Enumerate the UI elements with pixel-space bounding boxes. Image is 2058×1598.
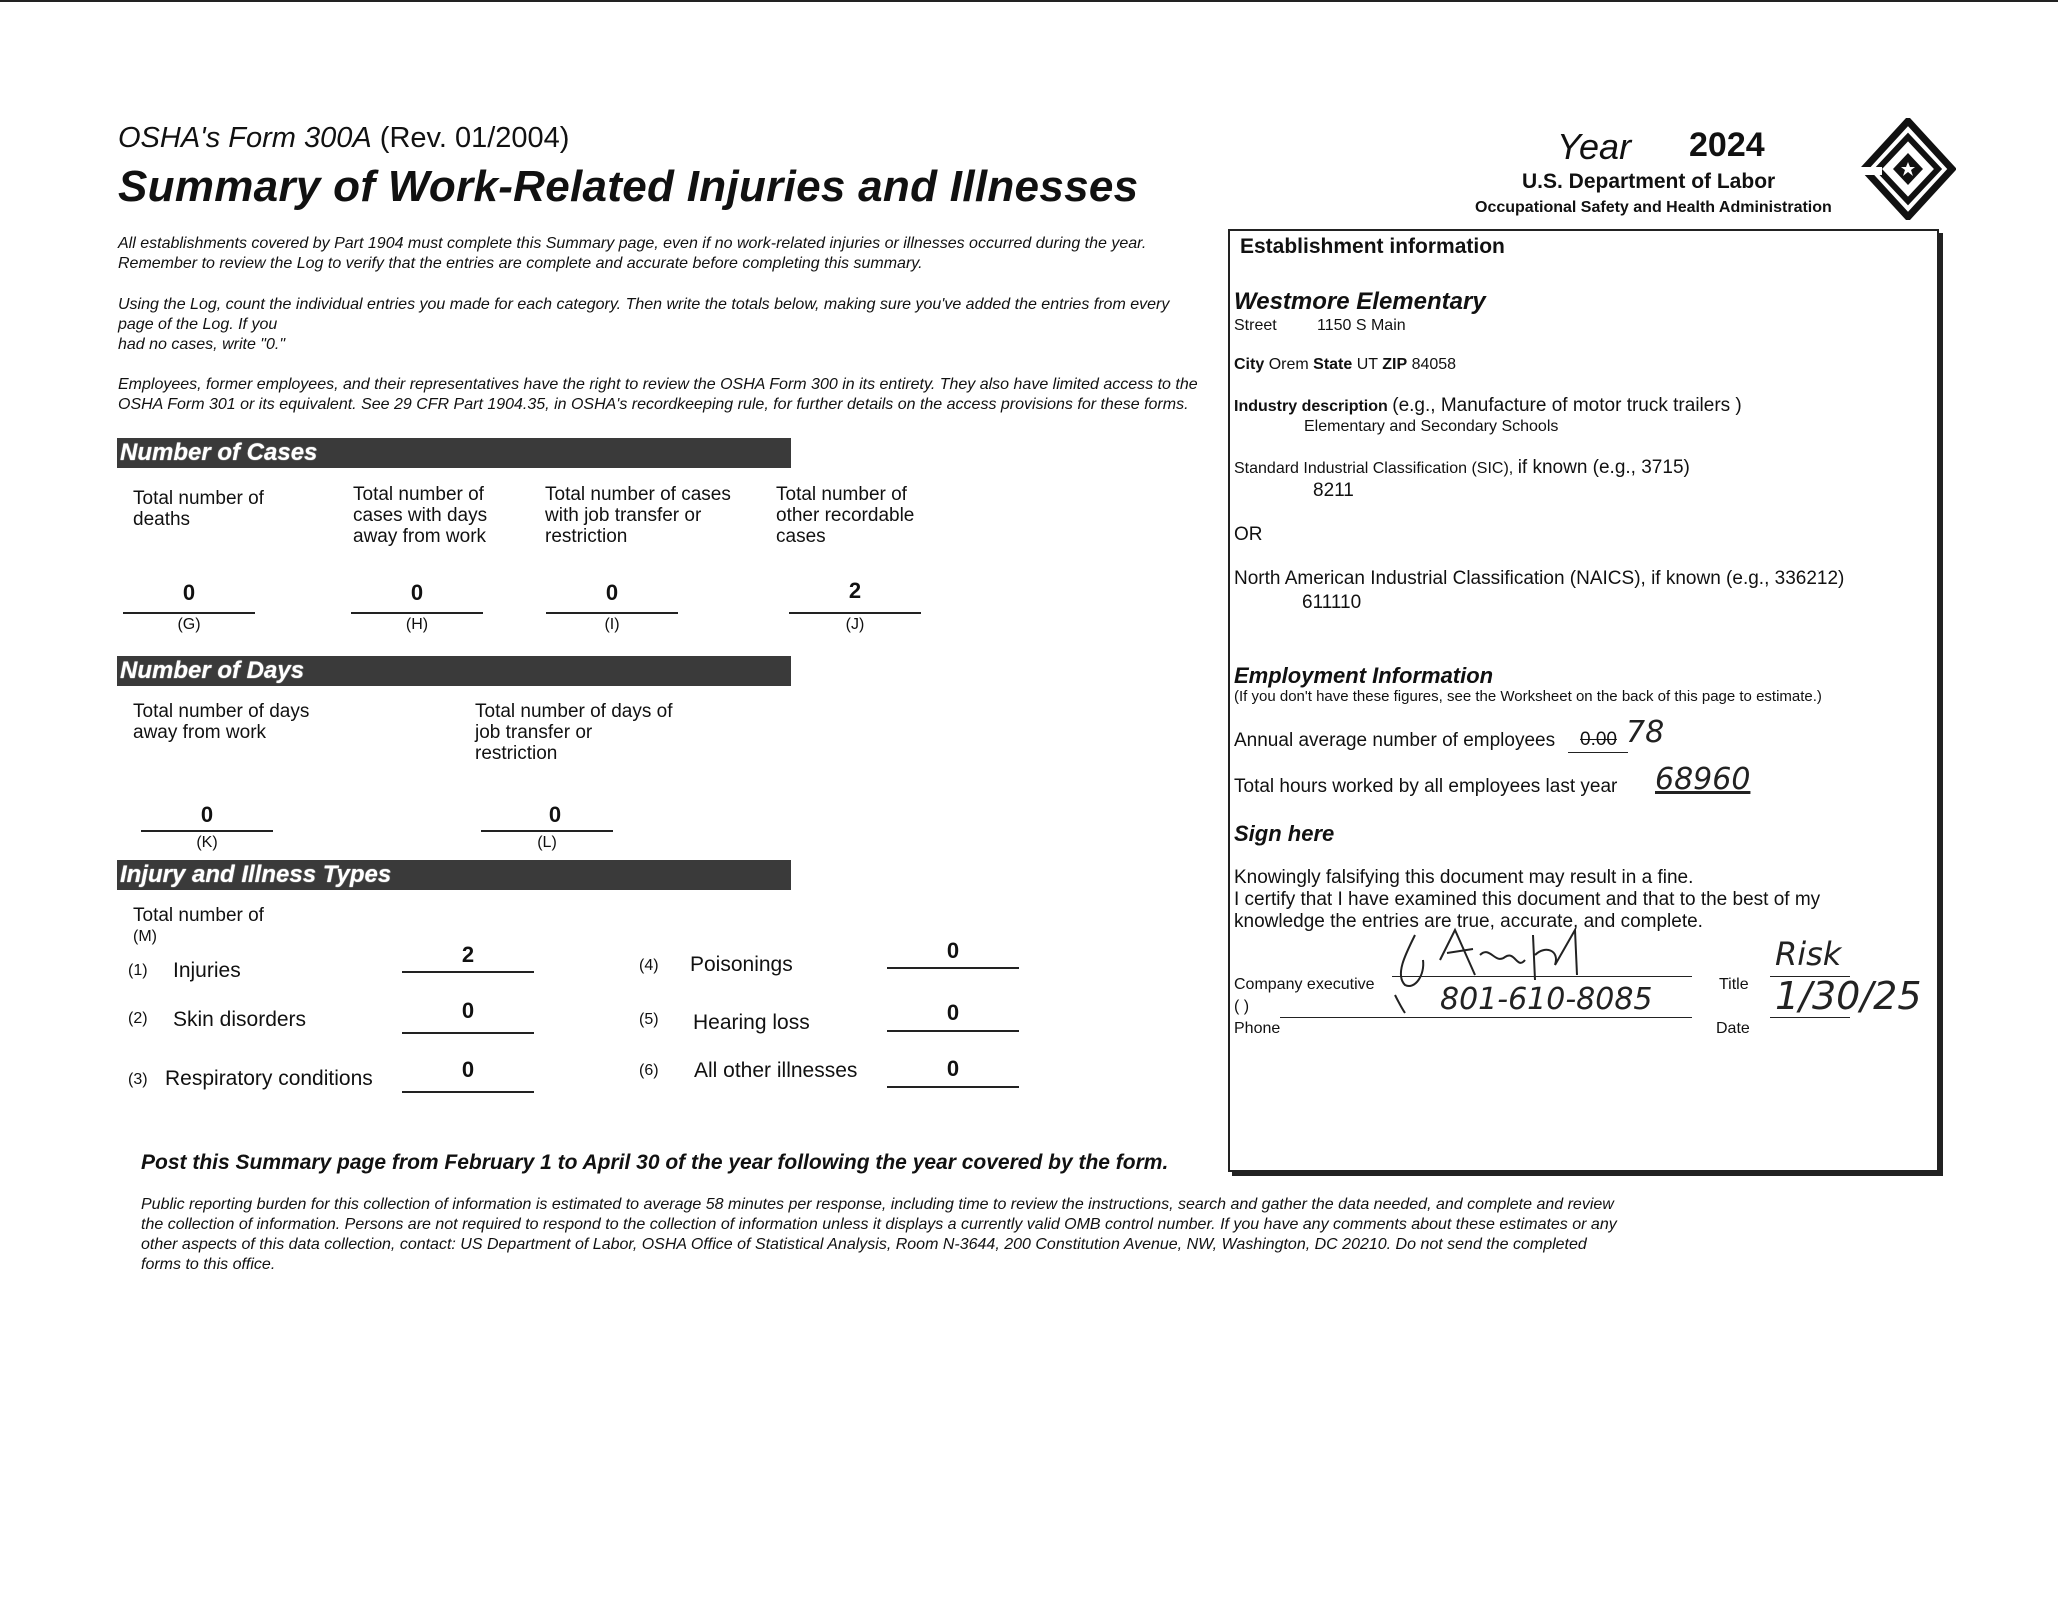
hours-worked-value: 68960 <box>1655 762 1751 797</box>
types-column-letter: (M) <box>133 928 157 945</box>
cases-days-away-line <box>351 612 483 614</box>
cases-days-away-letter: (H) <box>405 616 429 633</box>
types-label-other-illnesses: All other illnesses <box>694 1059 858 1082</box>
phone-line <box>1280 1017 1692 1018</box>
hours-worked-label: Total hours worked by all employees last year <box>1234 776 1618 797</box>
instructions-paragraph-2: Using the Log, count the individual entries you made for each category. Then write the totals below, making sure you've added the entries from every page of the Log. If you <box>118 296 1170 333</box>
days-transfer-value: 0 <box>548 802 562 827</box>
avg-employees-line <box>1568 752 1628 753</box>
cases-job-transfer-letter: (I) <box>604 616 620 633</box>
cases-other-line <box>789 612 921 614</box>
types-num-2: (2) <box>128 1010 148 1027</box>
employment-note: (If you don't have these figures, see the Worksheet on the back of this page to estimate.) <box>1234 688 1822 705</box>
types-value-injuries: 2 <box>461 942 475 967</box>
section-header-types: Injury and Illness Types <box>117 860 791 890</box>
agency-name: Occupational Safety and Health Administration <box>1475 199 1832 216</box>
types-value-poisonings: 0 <box>946 938 960 963</box>
types-intro-label: Total number of <box>133 905 264 926</box>
days-transfer-label: Total number of days of job transfer or restriction <box>475 701 673 764</box>
instructions-paragraph-1: All establishments covered by Part 1904 must complete this Summary page, even if no work-related injuries or illnesses occurred during the year. Remember to review the Log to verify that the entries are complete and accurate before completing this summary. <box>118 235 1147 272</box>
employment-header: Employment Information <box>1234 663 1494 688</box>
sic-row <box>1234 457 1690 479</box>
city-label: City <box>1234 356 1265 373</box>
dol-logo-icon <box>1860 118 1956 220</box>
naics-value: 611110 <box>1302 592 1362 613</box>
types-line-other-illnesses <box>887 1086 1019 1088</box>
industry-value: Elementary and Secondary Schools <box>1304 418 1559 435</box>
industry-label: Industry description <box>1234 398 1388 415</box>
cases-other-letter: (J) <box>845 616 865 633</box>
cases-other-label: Total number of other recordable cases <box>776 484 915 547</box>
establishment-header: Establishment information <box>1240 235 1505 258</box>
cases-job-transfer-value: 0 <box>605 580 619 605</box>
zip-label: ZIP <box>1382 356 1408 373</box>
industry-example: (e.g., Manufacture of motor truck trailers ) <box>1392 395 1742 416</box>
cases-deaths-letter: (G) <box>177 616 201 633</box>
types-value-hearing: 0 <box>946 1000 960 1025</box>
types-label-respiratory: Respiratory conditions <box>165 1067 373 1090</box>
city-row <box>1234 356 1456 374</box>
page-top-border <box>0 0 2058 2</box>
sic-label: Standard Industrial Classification (SIC), <box>1234 460 1514 477</box>
cases-deaths-value: 0 <box>182 580 196 605</box>
days-transfer-line <box>481 830 613 832</box>
types-label-injuries: Injuries <box>173 959 241 982</box>
section-header-cases: Number of Cases <box>117 438 791 468</box>
burden-statement: Public reporting burden for this collection of information is estimated to average 58 minutes per response, including time to review the instructions, search and gather the data needed, and complete and review the collection of information. Persons are not required to respond to the collection of information unless it displays a currently valid OMB control number. If you have any comments about these estimates or any other aspects of this data collection, contact: US Department of Labor, OSHA Office of Statistical Analysis, Room N-3644, 200 Constitution Avenue, NW, Washington, DC 20210. Do not send the completed forms to this office. <box>141 1196 1617 1273</box>
cases-job-transfer-label: Total number of cases with job transfer or restriction <box>545 484 731 547</box>
types-num-6: (6) <box>639 1062 659 1079</box>
days-transfer-letter: (L) <box>537 834 557 851</box>
sign-header: Sign here <box>1234 821 1335 846</box>
date-label: Date <box>1716 1020 1750 1037</box>
avg-employees-struck: 0.00 <box>1580 729 1617 750</box>
types-label-skin: Skin disorders <box>173 1008 307 1031</box>
days-away-line <box>141 830 273 832</box>
date-value: 1/30/25 <box>1775 974 1922 1018</box>
department-name: U.S. Department of Labor <box>1522 170 1776 193</box>
title-label: Title <box>1719 976 1749 993</box>
street-label: Street <box>1234 317 1277 334</box>
section-header-days: Number of Days <box>117 656 791 686</box>
title-value: Risk <box>1775 935 1842 973</box>
naics-label: North American Industrial Classification (NAICS), if known (e.g., 336212) <box>1234 568 1845 589</box>
types-line-injuries <box>402 971 534 973</box>
city-value: Orem <box>1268 356 1309 373</box>
days-away-value: 0 <box>200 802 214 827</box>
instructions-paragraph-2b: had no cases, write "0." <box>118 336 285 353</box>
executive-signature <box>1385 915 1605 1015</box>
phone-label: Phone <box>1234 1020 1281 1037</box>
instructions-paragraph-3: Employees, former employees, and their representatives have the right to review the OSHA Form 300 in its entirety. They also have limited access to the OSHA Form 301 or its equivalent. See 29 CFR Part 1904.35, in OSHA's recordkeeping rule, for further details on the access provisions for these forms. <box>118 376 1198 413</box>
types-num-3: (3) <box>128 1071 148 1088</box>
types-line-respiratory <box>402 1091 534 1093</box>
types-label-hearing: Hearing loss <box>693 1011 810 1034</box>
cases-days-away-label: Total number of cases with days away from work <box>353 484 488 547</box>
establishment-name: Westmore Elementary <box>1234 288 1486 315</box>
types-line-hearing <box>887 1030 1019 1032</box>
cases-deaths-label: Total number of deaths <box>133 488 264 530</box>
cases-days-away-value: 0 <box>410 580 424 605</box>
types-num-4: (4) <box>639 957 659 974</box>
phone-paren: ( ) <box>1234 998 1250 1015</box>
sign-warning: Knowingly falsifying this document may result in a fine. <box>1234 867 1694 888</box>
avg-employees-label: Annual average number of employees <box>1234 730 1556 751</box>
sic-value: 8211 <box>1313 480 1354 501</box>
types-value-respiratory: 0 <box>461 1057 475 1082</box>
avg-employees-value: 78 <box>1626 715 1665 750</box>
types-num-5: (5) <box>639 1011 659 1028</box>
zip-value: 84058 <box>1411 356 1457 373</box>
types-num-1: (1) <box>128 962 148 979</box>
sign-certify: I certify that I have examined this document and that to the best of my knowledge the entries are true, accurate, and complete. <box>1234 889 1821 932</box>
page-title: Summary of Work-Related Injuries and Illnesses <box>118 162 1139 211</box>
types-line-poisonings <box>887 967 1019 969</box>
types-line-skin <box>402 1032 534 1034</box>
cases-job-transfer-line <box>546 612 678 614</box>
phone-value: 801-610-8085 <box>1440 982 1653 1017</box>
days-away-letter: (K) <box>196 834 218 851</box>
days-away-label: Total number of days away from work <box>133 701 310 743</box>
year-value: 2024 <box>1689 126 1765 164</box>
form-identifier: OSHA's Form 300A (Rev. 01/2004) <box>118 122 570 154</box>
cases-other-value: 2 <box>848 578 862 603</box>
cases-deaths-line <box>123 612 255 614</box>
exec-label: Company executive <box>1234 976 1375 993</box>
sic-example: if known (e.g., 3715) <box>1517 457 1690 478</box>
types-label-poisonings: Poisonings <box>690 953 793 976</box>
street-value: 1150 S Main <box>1317 317 1406 334</box>
types-value-skin: 0 <box>461 998 475 1023</box>
or-label: OR <box>1234 524 1263 545</box>
post-notice: Post this Summary page from February 1 to April 30 of the year following the year covered by the form. <box>141 1151 1169 1174</box>
state-value: UT <box>1356 356 1378 373</box>
year-label: Year <box>1557 126 1632 167</box>
state-label: State <box>1313 356 1353 373</box>
types-value-other-illnesses: 0 <box>946 1056 960 1081</box>
industry-row <box>1234 395 1742 417</box>
